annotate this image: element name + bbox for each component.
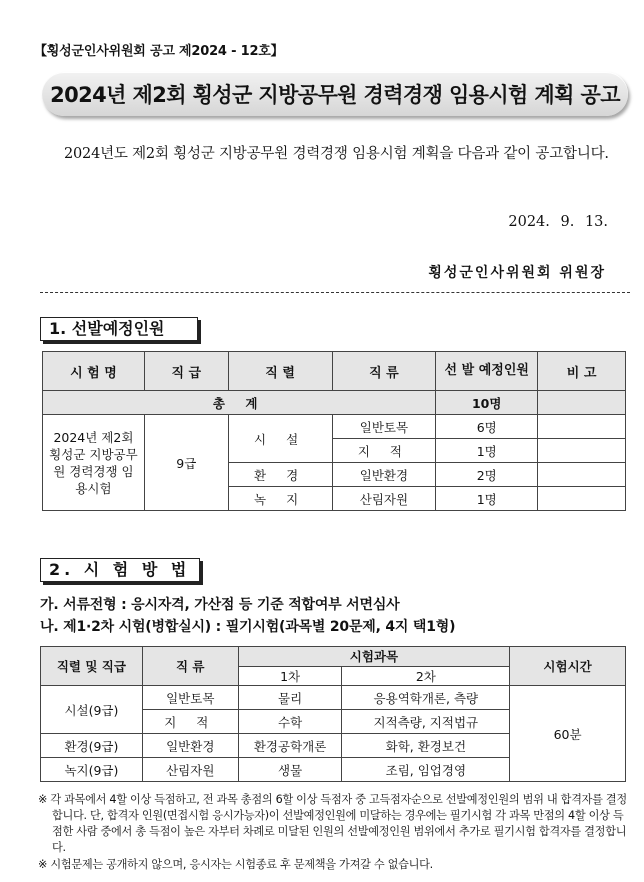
table-header-row <box>43 352 626 391</box>
table-row <box>41 686 626 710</box>
series-grade-cell: 시설(9급) <box>41 686 143 734</box>
second-subject-cell: 응용역학개론, 측량 <box>342 686 510 710</box>
header-subjects: 시험과목 <box>238 647 510 667</box>
kind-cell: 일반토목 <box>142 686 238 710</box>
exam-method-lines <box>40 594 455 638</box>
remarks-cell <box>538 439 626 463</box>
count-cell: 1명 <box>436 439 538 463</box>
series-grade-cell: 녹지(9급) <box>41 758 143 782</box>
first-subject-cell: 수학 <box>238 710 342 734</box>
header-remarks: 비 고 <box>538 352 626 391</box>
second-subject-cell: 지적측량, 지적법규 <box>342 710 510 734</box>
notice-date: 2024. 9. 13. <box>508 214 608 230</box>
count-cell: 2명 <box>436 463 538 487</box>
notice-number: 【횡성군인사위원회 공고 제2024 - 12호】 <box>34 44 284 59</box>
total-label: 총 계 <box>43 391 436 415</box>
section2-heading: 2. 시 험 방 법 <box>40 558 200 582</box>
intro-paragraph: 2024년도 제2회 횡성군 지방공무원 경력경쟁 임용시험 계획을 다음과 같이 공고합니다. <box>64 146 609 162</box>
second-subject-cell: 화학, 환경보건 <box>342 734 510 758</box>
first-subject-cell: 물리 <box>238 686 342 710</box>
total-remarks <box>538 391 626 415</box>
section1-heading: 1. 선발예정인원 <box>40 317 198 341</box>
note-question-booklet: ※ 시험문제는 공개하지 않으며, 응시자는 시험종료 후 문제책을 가져갈 수 없습니다. <box>38 858 433 871</box>
page-title: 2024년 제2회 횡성군 지방공무원 경력경쟁 임용시험 계획 공고 <box>50 83 620 107</box>
header-second-round: 2차 <box>342 666 510 686</box>
divider <box>40 292 630 293</box>
grade-cell: 9급 <box>144 415 228 511</box>
count-cell: 6명 <box>436 415 538 439</box>
note-passing-criteria: ※ 각 과목에서 4할 이상 득점하고, 전 과목 총점의 6할 이상 득점자 중 고득점자순으로 선발예정인원의 범위 내 합격자를 결정합니다. 단, 합격자 인원(면접시험 응시가능자)이 선발예정인원에 미달하는 경우에는 필기시험 각 과목 만점의 4할 이상 득점한 사람 중에서 총 득점이 높은 자부터 차례로 미달된 인원의 선발예정인원 범위에서 추가로 필기시험 합격자를 결정합니다. <box>38 793 627 854</box>
header-kind: 직 류 <box>142 647 238 686</box>
subjects-table <box>40 646 626 782</box>
total-value: 10명 <box>436 391 538 415</box>
header-exam-name: 시 험 명 <box>43 352 145 391</box>
remarks-cell <box>538 463 626 487</box>
first-subject-cell: 생물 <box>238 758 342 782</box>
series-grade-cell: 환경(9급) <box>41 734 143 758</box>
header-series: 직 렬 <box>228 352 332 391</box>
title-banner <box>42 72 628 116</box>
table-row <box>43 415 626 439</box>
header-first-round: 1차 <box>238 666 342 686</box>
notes <box>38 792 630 873</box>
total-row <box>43 391 626 415</box>
series-cell: 시 설 <box>228 415 332 463</box>
second-subject-cell: 조림, 임업경영 <box>342 758 510 782</box>
kind-cell: 일반토목 <box>332 415 436 439</box>
exam-time-cell: 60분 <box>510 686 626 782</box>
signer: 횡성군인사위원회 위원장 <box>428 265 606 281</box>
recruitment-table <box>42 351 626 511</box>
first-subject-cell: 환경공학개론 <box>238 734 342 758</box>
header-kind: 직 류 <box>332 352 436 391</box>
kind-cell: 지 적 <box>332 439 436 463</box>
header-grade: 직 급 <box>144 352 228 391</box>
kind-cell: 산림자원 <box>332 487 436 511</box>
kind-cell: 산림자원 <box>142 758 238 782</box>
series-cell: 환 경 <box>228 463 332 487</box>
header-exam-time: 시험시간 <box>510 647 626 686</box>
method-document-screening: 가. 서류전형 : 응시자격, 가산점 등 기준 적합여부 서면심사 <box>40 597 400 613</box>
remarks-cell <box>538 415 626 439</box>
exam-name-cell: 2024년 제2회 횡성군 지방공무원 경력경쟁 임용시험 <box>43 415 145 511</box>
header-planned-count: 선 발 예정인원 <box>436 352 538 391</box>
table-header-row <box>41 647 626 667</box>
remarks-cell <box>538 487 626 511</box>
kind-cell: 일반환경 <box>142 734 238 758</box>
kind-cell: 지 적 <box>142 710 238 734</box>
kind-cell: 일반환경 <box>332 463 436 487</box>
header-series-grade: 직렬 및 직급 <box>41 647 143 686</box>
method-written-exam: 나. 제1·2차 시험(병합실시) : 필기시험(과목별 20문제, 4지 택1형) <box>40 619 456 635</box>
count-cell: 1명 <box>436 487 538 511</box>
series-cell: 녹 지 <box>228 487 332 511</box>
